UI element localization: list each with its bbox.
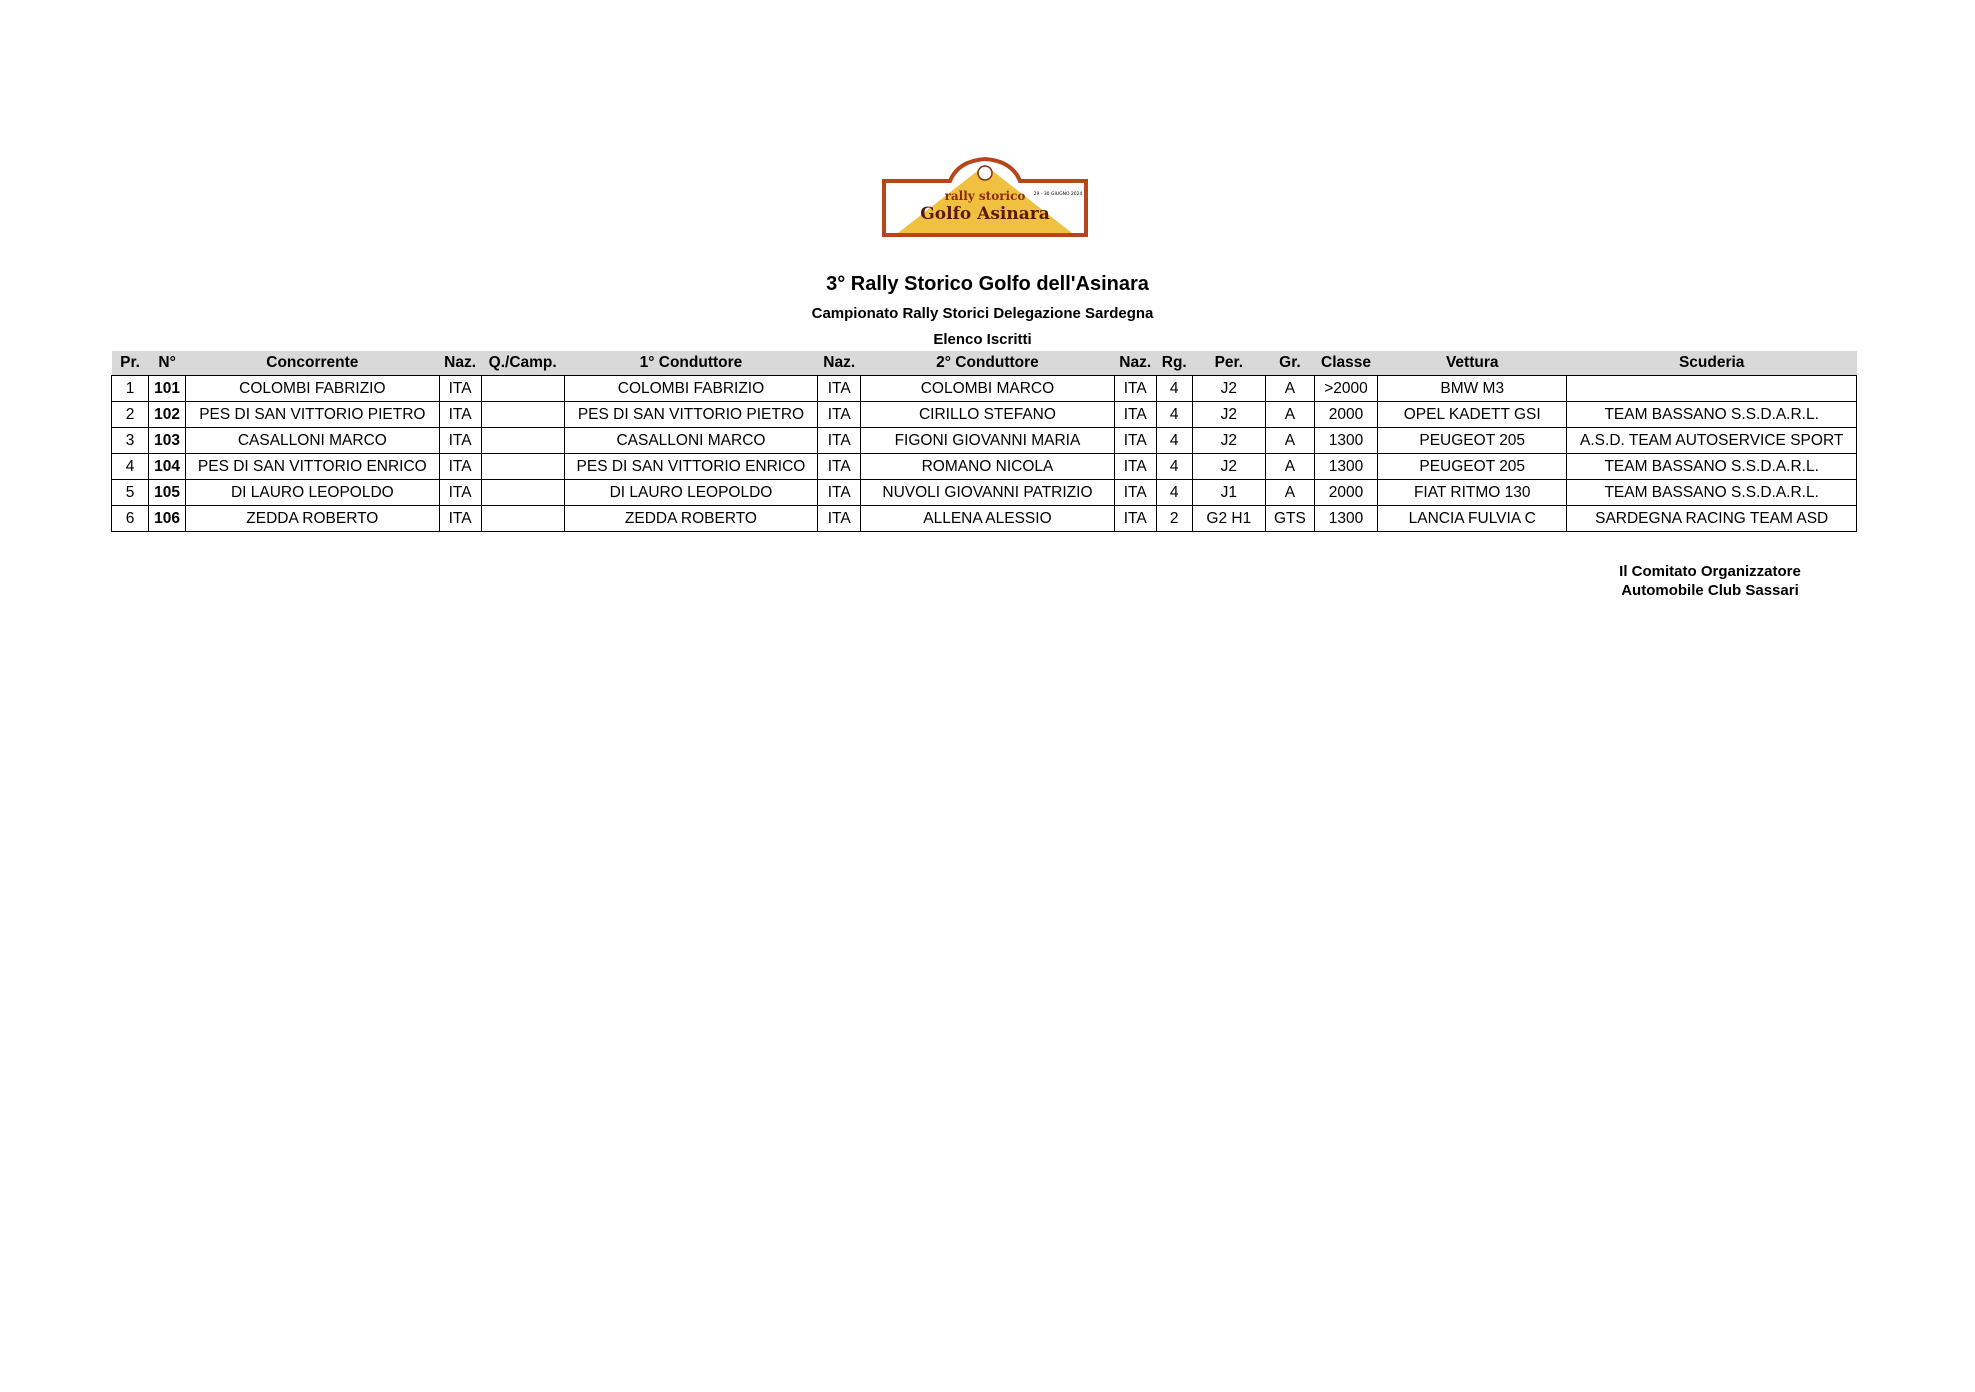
- col-header-car: Vettura: [1378, 351, 1567, 376]
- list-label: Elenco Iscritti: [933, 331, 1032, 348]
- entries-table: [111, 351, 1857, 532]
- cell-qualification: [481, 506, 564, 532]
- table-row: [112, 428, 1857, 454]
- cell-number: 104: [149, 454, 186, 480]
- cell-entrant: PES DI SAN VITTORIO PIETRO: [186, 402, 439, 428]
- cell-driver1: COLOMBI FABRIZIO: [564, 376, 817, 402]
- table-row: [112, 454, 1857, 480]
- cell-driver1-nat: ITA: [818, 454, 861, 480]
- cell-period: J2: [1192, 428, 1265, 454]
- col-header-team: Scuderia: [1567, 351, 1857, 376]
- cell-driver1-nat: ITA: [818, 506, 861, 532]
- cell-group: A: [1265, 402, 1314, 428]
- cell-qualification: [481, 376, 564, 402]
- cell-team: TEAM BASSANO S.S.D.A.R.L.: [1567, 454, 1857, 480]
- cell-qualification: [481, 480, 564, 506]
- cell-driver2: ALLENA ALESSIO: [861, 506, 1114, 532]
- cell-driver1: ZEDDA ROBERTO: [564, 506, 817, 532]
- cell-driver2-nat: ITA: [1114, 402, 1156, 428]
- cell-driver2: CIRILLO STEFANO: [861, 402, 1114, 428]
- cell-team: [1567, 376, 1857, 402]
- cell-driver1: CASALLONI MARCO: [564, 428, 817, 454]
- col-header-qualification: Q./Camp.: [481, 351, 564, 376]
- cell-driver1-nat: ITA: [818, 480, 861, 506]
- cell-car: BMW M3: [1378, 376, 1567, 402]
- cell-group: A: [1265, 480, 1314, 506]
- cell-period: J2: [1192, 402, 1265, 428]
- organizer-club: Automobile Club Sassari: [1621, 582, 1799, 599]
- cell-number: 106: [149, 506, 186, 532]
- col-header-driver2-nat: Naz.: [1114, 351, 1156, 376]
- cell-driver1: DI LAURO LEOPOLDO: [564, 480, 817, 506]
- cell-position: 3: [112, 428, 149, 454]
- cell-position: 4: [112, 454, 149, 480]
- cell-rg: 4: [1156, 402, 1192, 428]
- cell-entrant: PES DI SAN VITTORIO ENRICO: [186, 454, 439, 480]
- cell-position: 1: [112, 376, 149, 402]
- cell-driver2-nat: ITA: [1114, 428, 1156, 454]
- cell-entrant-nat: ITA: [439, 506, 481, 532]
- cell-entrant-nat: ITA: [439, 402, 481, 428]
- cell-car: PEUGEOT 205: [1378, 428, 1567, 454]
- cell-car: FIAT RITMO 130: [1378, 480, 1567, 506]
- col-header-position: Pr.: [112, 351, 149, 376]
- col-header-driver1-nat: Naz.: [818, 351, 861, 376]
- cell-class: >2000: [1314, 376, 1377, 402]
- cell-driver2: FIGONI GIOVANNI MARIA: [861, 428, 1114, 454]
- page-title: 3° Rally Storico Golfo dell'Asinara: [826, 273, 1149, 295]
- cell-driver1: PES DI SAN VITTORIO ENRICO: [564, 454, 817, 480]
- cell-position: 2: [112, 402, 149, 428]
- cell-class: 1300: [1314, 428, 1377, 454]
- cell-group: A: [1265, 454, 1314, 480]
- logo-text-line2: Golfo Asinara: [920, 204, 1050, 224]
- cell-team: TEAM BASSANO S.S.D.A.R.L.: [1567, 480, 1857, 506]
- cell-entrant-nat: ITA: [439, 454, 481, 480]
- cell-driver2-nat: ITA: [1114, 480, 1156, 506]
- cell-driver1-nat: ITA: [818, 376, 861, 402]
- cell-rg: 4: [1156, 428, 1192, 454]
- organizer-committee: Il Comitato Organizzatore: [1619, 563, 1801, 580]
- table-row: [112, 480, 1857, 506]
- cell-group: A: [1265, 428, 1314, 454]
- cell-period: J2: [1192, 454, 1265, 480]
- cell-entrant: COLOMBI FABRIZIO: [186, 376, 439, 402]
- col-header-entrant: Concorrente: [186, 351, 439, 376]
- cell-period: J2: [1192, 376, 1265, 402]
- cell-driver2: NUVOLI GIOVANNI PATRIZIO: [861, 480, 1114, 506]
- cell-driver2-nat: ITA: [1114, 454, 1156, 480]
- logo-dates: 29 - 30 GIUGNO 2024: [1033, 192, 1083, 197]
- col-header-period: Per.: [1192, 351, 1265, 376]
- cell-class: 2000: [1314, 402, 1377, 428]
- cell-rg: 2: [1156, 506, 1192, 532]
- table-header-row: [112, 351, 1857, 376]
- table-row: [112, 376, 1857, 402]
- cell-rg: 4: [1156, 480, 1192, 506]
- col-header-number: N°: [149, 351, 186, 376]
- cell-number: 102: [149, 402, 186, 428]
- cell-driver1: PES DI SAN VITTORIO PIETRO: [564, 402, 817, 428]
- cell-rg: 4: [1156, 376, 1192, 402]
- cell-class: 1300: [1314, 454, 1377, 480]
- cell-entrant-nat: ITA: [439, 428, 481, 454]
- cell-entrant: CASALLONI MARCO: [186, 428, 439, 454]
- col-header-driver2: 2° Conduttore: [861, 351, 1114, 376]
- cell-team: SARDEGNA RACING TEAM ASD: [1567, 506, 1857, 532]
- cell-car: PEUGEOT 205: [1378, 454, 1567, 480]
- rally-logo: [880, 155, 1090, 239]
- cell-position: 6: [112, 506, 149, 532]
- cell-number: 101: [149, 376, 186, 402]
- table-row: [112, 506, 1857, 532]
- cell-qualification: [481, 428, 564, 454]
- col-header-class: Classe: [1314, 351, 1377, 376]
- cell-entrant: ZEDDA ROBERTO: [186, 506, 439, 532]
- col-header-group: Gr.: [1265, 351, 1314, 376]
- cell-class: 1300: [1314, 506, 1377, 532]
- cell-number: 105: [149, 480, 186, 506]
- cell-driver1-nat: ITA: [818, 402, 861, 428]
- cell-team: TEAM BASSANO S.S.D.A.R.L.: [1567, 402, 1857, 428]
- cell-driver2-nat: ITA: [1114, 506, 1156, 532]
- cell-entrant-nat: ITA: [439, 376, 481, 402]
- cell-driver2-nat: ITA: [1114, 376, 1156, 402]
- cell-entrant: DI LAURO LEOPOLDO: [186, 480, 439, 506]
- cell-car: OPEL KADETT GSI: [1378, 402, 1567, 428]
- cell-driver2: COLOMBI MARCO: [861, 376, 1114, 402]
- cell-car: LANCIA FULVIA C: [1378, 506, 1567, 532]
- cell-period: J1: [1192, 480, 1265, 506]
- cell-qualification: [481, 402, 564, 428]
- cell-number: 103: [149, 428, 186, 454]
- cell-period: G2 H1: [1192, 506, 1265, 532]
- col-header-entrant-nat: Naz.: [439, 351, 481, 376]
- table-row: [112, 402, 1857, 428]
- cell-group: A: [1265, 376, 1314, 402]
- cell-team: A.S.D. TEAM AUTOSERVICE SPORT: [1567, 428, 1857, 454]
- col-header-group-rg: Rg.: [1156, 351, 1192, 376]
- cell-rg: 4: [1156, 454, 1192, 480]
- logo-text-line1: rally storico: [944, 189, 1026, 203]
- page-subtitle: Campionato Rally Storici Delegazione Sardegna: [811, 305, 1154, 322]
- cell-entrant-nat: ITA: [439, 480, 481, 506]
- cell-qualification: [481, 454, 564, 480]
- cell-position: 5: [112, 480, 149, 506]
- cell-driver1-nat: ITA: [818, 428, 861, 454]
- cell-class: 2000: [1314, 480, 1377, 506]
- cell-group: GTS: [1265, 506, 1314, 532]
- col-header-driver1: 1° Conduttore: [564, 351, 817, 376]
- cell-driver2: ROMANO NICOLA: [861, 454, 1114, 480]
